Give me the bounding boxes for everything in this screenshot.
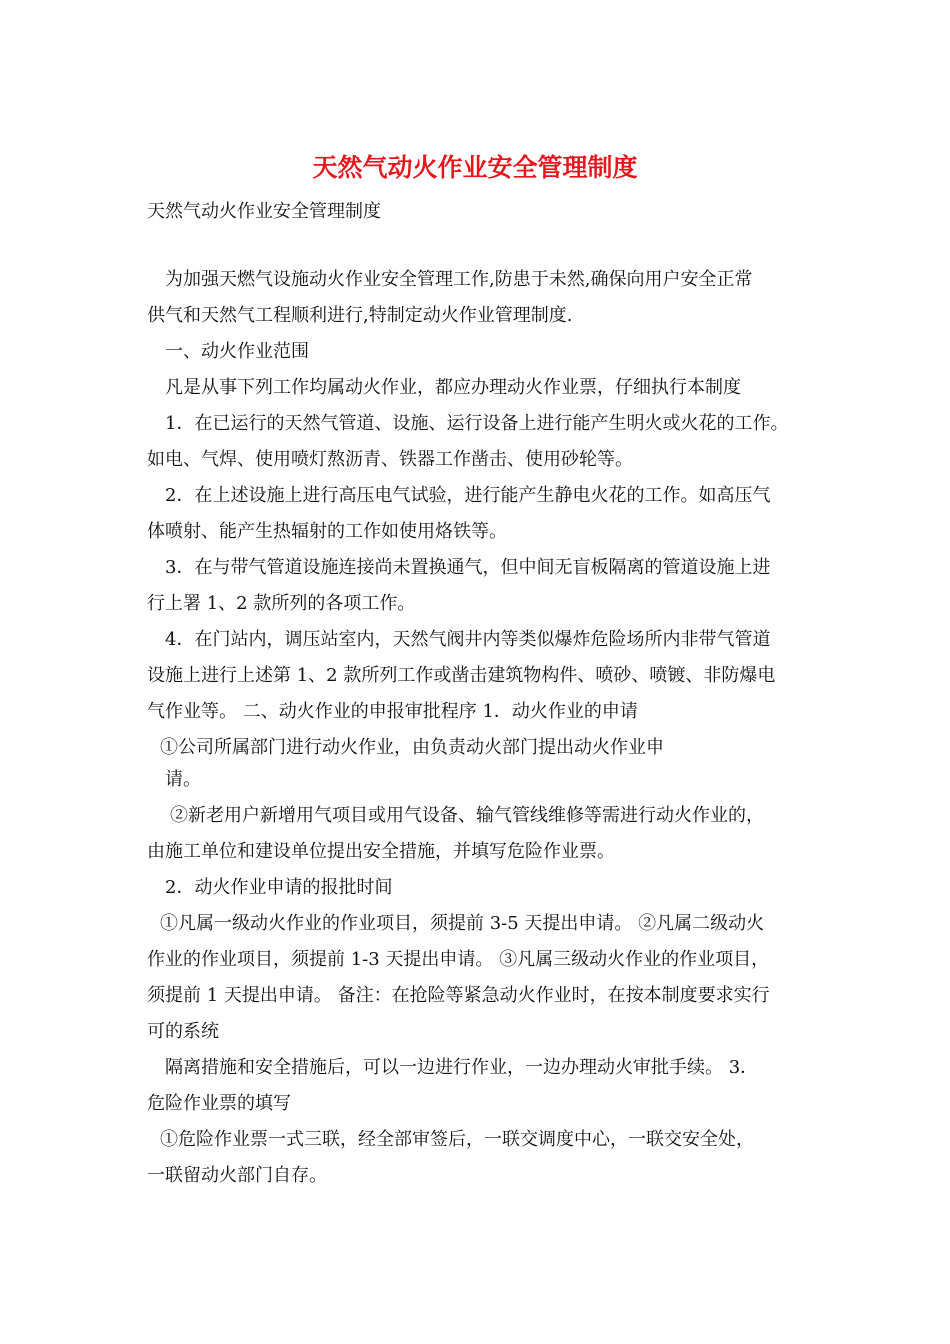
paragraph-line: 如电、气焊、使用喷灯熬沥青、铁器工作凿击、使用砂轮等。: [147, 449, 633, 470]
paragraph-line: 气作业等。 二、动火作业的申报审批程序 1．动火作业的申请: [147, 701, 638, 722]
paragraph-line: 体喷射、能产生热辐射的工作如使用烙铁等。: [147, 521, 507, 542]
paragraph-line: 可的系统: [147, 1021, 219, 1042]
paragraph-line: 隔离措施和安全措施后，可以一边进行作业，一边办理动火审批手续。 3．: [165, 1057, 759, 1078]
paragraph-line: 作业的作业项目，须提前 1-3 天提出申请。 ③凡属三级动火作业的作业项目，: [147, 949, 770, 970]
document-title: 天然气动火作业安全管理制度: [312, 153, 638, 182]
section-heading: 2．动火作业申请的报批时间: [165, 877, 393, 898]
paragraph-line: 凡是从事下列工作均属动火作业，都应办理动火作业票，仔细执行本制度: [165, 377, 741, 398]
paragraph-line: 为加强天燃气设施动火作业安全管理工作,防患于未然,确保向用户安全正常: [165, 269, 753, 290]
paragraph-line: ②新老用户新增用气项目或用气设备、输气管线维修等需进行动火作业的，: [170, 805, 764, 826]
section-heading: 危险作业票的填写: [147, 1093, 291, 1114]
paragraph-line: 行上署 1、2 款所列的各项工作。: [147, 593, 416, 614]
paragraph-line: ①危险作业票一式三联，经全部审签后，一联交调度中心，一联交安全处，: [160, 1129, 754, 1150]
paragraph-line: 供气和天然气工程顺利进行,特制定动火作业管理制度.: [147, 305, 573, 326]
paragraph-line: 1．在已运行的天然气管道、设施、运行设备上进行能产生明火或火花的工作。: [165, 413, 789, 434]
paragraph-line: 一联留动火部门自存。: [147, 1165, 327, 1186]
paragraph-line: 4．在门站内，调压站室内，天然气阀井内等类似爆炸危险场所内非带气管道: [165, 629, 771, 650]
paragraph-line: ①凡属一级动火作业的作业项目，须提前 3-5 天提出申请。 ②凡属二级动火: [160, 913, 765, 934]
paragraph-line: 请。: [165, 769, 201, 790]
document-subtitle: 天然气动火作业安全管理制度: [147, 201, 381, 222]
paragraph-line: 由施工单位和建设单位提出安全措施，并填写危险作业票。: [147, 841, 615, 862]
paragraph-line: 须提前 1 天提出申请。 备注：在抢险等紧急动火作业时，在按本制度要求实行: [147, 985, 770, 1006]
paragraph-line: 设施上进行上述第 1、2 款所列工作或凿击建筑物构件、喷砂、喷镀、非防爆电: [147, 665, 776, 686]
section-heading: 一、动火作业范围: [165, 341, 309, 362]
paragraph-line: 2．在上述设施上进行高压电气试验，进行能产生静电火花的工作。如高压气: [165, 485, 771, 506]
paragraph-line: 3．在与带气管道设施连接尚未置换通气，但中间无盲板隔离的管道设施上进: [165, 557, 771, 578]
paragraph-line: ①公司所属部门进行动火作业，由负责动火部门提出动火作业申: [160, 737, 664, 758]
